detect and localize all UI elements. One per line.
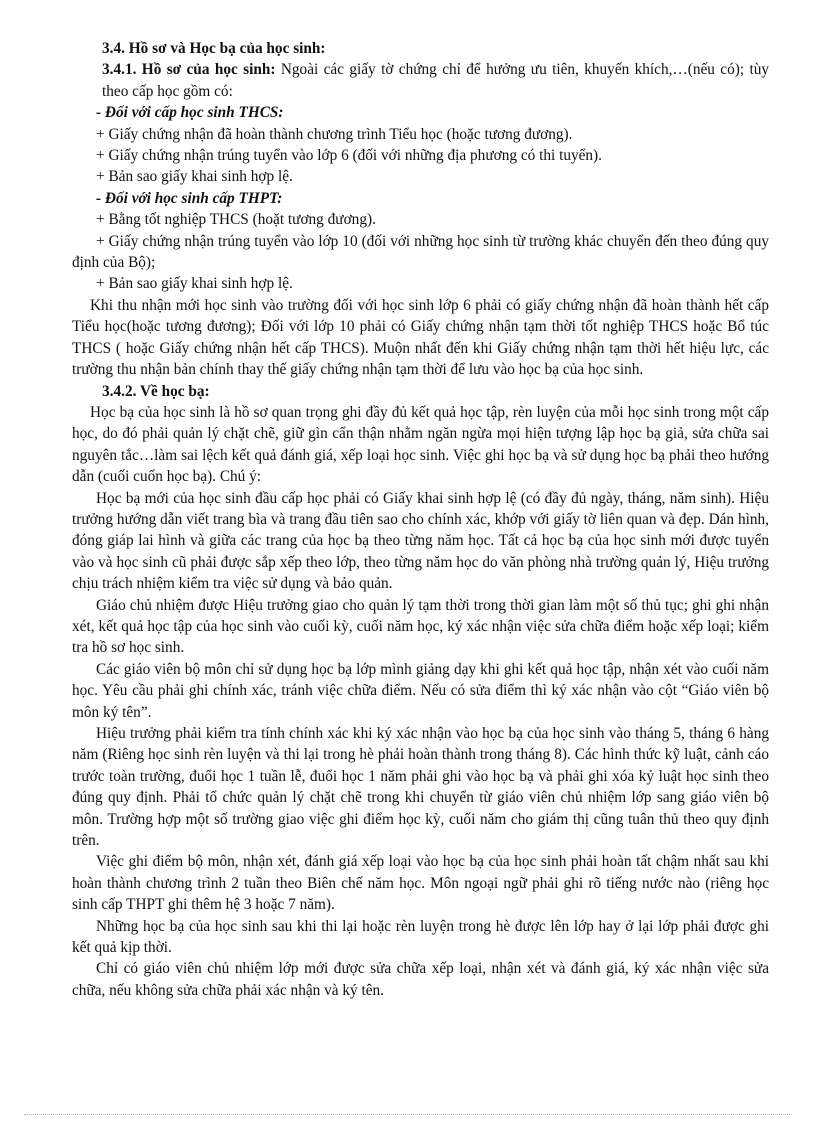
subsection-1-title: 3.4.1. Hồ sơ của học sinh:: [102, 61, 276, 79]
subsection-1-paragraph: [72, 59, 769, 102]
subsection-1-intro: Ngoài các giấy tờ chứng chỉ để hưởng ưu tiên, khuyến khích,…(nếu có); tùy theo cấp học gồm có:: [102, 61, 770, 100]
thpt-item: + Giấy chứng nhận trúng tuyển vào lớp 10 (đối với những học sinh từ trường khác chuyển đến theo đúng quy định của Bộ);: [72, 232, 769, 272]
thcs-item: + Bản sao giấy khai sinh hợp lệ.: [96, 168, 293, 186]
section-heading: 3.4. Hồ sơ và Học bạ của học sinh:: [102, 40, 326, 57]
body-paragraph: Chỉ có giáo viên chủ nhiệm lớp mới được sửa chữa xếp loại, nhận xét và đánh giá, ký xác nhận việc sửa chữa, nếu không sửa chữa phải xác nhận và ký tên.: [72, 960, 769, 999]
thcs-item: + Giấy chứng nhận trúng tuyển vào lớp 6 (đối với những địa phương có thi tuyển).: [96, 147, 602, 165]
thpt-label: - Đối với học sinh cấp THPT:: [96, 189, 283, 207]
thpt-item: + Bằng tốt nghiệp THCS (hoặt tương đương).: [96, 211, 376, 229]
thcs-item: + Giấy chứng nhận đã hoàn thành chương trình Tiểu học (hoặc tương đương).: [96, 125, 573, 143]
subsection-2-title: 3.4.2. Về học bạ:: [102, 382, 210, 400]
body-paragraph: Học bạ của học sinh là hồ sơ quan trọng ghi đầy đủ kết quả học tập, rèn luyện của mỗi học sinh trong một cấp học, do đó phải quản lý chặt chẽ, giữ gìn cẩn thận nhằm ngăn ngừa mọi hiện tượng lập học bạ giả, sửa chữa sai nguyên tắc…làm sai lệch kết quả đánh giá, xếp loại học sinh. Việc ghi học bạ và sử dụng học bạ phải theo hướng dẫn (cuối cuốn học bạ). Chú ý:: [72, 403, 769, 486]
body-paragraph: Việc ghi điểm bộ môn, nhận xét, đánh giá xếp loại vào học bạ của học sinh phải hoàn tất chậm nhất sau khi hoàn thành chương trình 2 tuần theo Biên chế năm học. Môn ngoại ngữ phải ghi rõ tiếng nước nào (riêng học sinh cấp THPT ghi thêm hệ 3 hoặc 7 năm).: [72, 853, 769, 914]
body-paragraph: Học bạ mới của học sinh đầu cấp học phải có Giấy khai sinh hợp lệ (có đầy đủ ngày, tháng, năm sinh). Hiệu trưởng hướng dẫn viết trang bìa và trang đầu tiên sao cho chính xác, khớp với giấy tờ liên quan và đẹp. Dán hình, đóng giáp lai hình và giữa các trang của học bạ theo từng năm học. Tất cả học bạ của học sinh mới được tuyển vào và học sinh cũ phải được sắp xếp theo lớp, theo từng năm học do văn phòng nhà trường quản lý, Hiệu trưởng chịu trách nhiệm kiểm tra việc sử dụng và bảo quản.: [72, 489, 769, 593]
page-bottom-border: [24, 1114, 792, 1115]
body-paragraph: Hiệu trưởng phải kiểm tra tính chính xác khi ký xác nhận vào học bạ của học sinh vào tháng 5, tháng 6 hàng năm (Riêng học sinh rèn luyện và thi lại trong hè phải hoàn thành trong tháng 8). Các hình thức kỹ luật, cảnh cáo trước toàn trường, đuổi học 1 tuần lễ, đuổi học 1 năm phải ghi vào học bạ và phải ghi xóa kỷ luật học sinh theo đúng quy định. Phải tổ chức quản lý chặt chẽ trong khi chuyển từ giáo viên chủ nhiệm lớp sang giáo viên bộ môn. Trường hợp một số trường giao việc ghi điểm học kỳ, cuối năm cho giám thị cũng tuân thủ theo quy định trên.: [72, 725, 769, 850]
body-paragraph: Giáo chủ nhiệm được Hiệu trưởng giao cho quản lý tạm thời trong thời gian làm một số thủ tục; ghi ghi nhận xét, kết quả học tập của học sinh vào cuối kỳ, cuối năm học, ký xác nhận việc sửa chữa điểm hoặc xếp loại; kiểm tra hồ sơ học sinh.: [72, 596, 769, 657]
thcs-label: - Đối với cấp học sinh THCS:: [96, 104, 284, 122]
body-paragraph: Các giáo viên bộ môn chỉ sử dụng học bạ lớp mình giảng dạy khi ghi kết quả học tập, nhận xét vào cuối năm học. Yêu cầu phải ghi chính xác, tránh việc chữa điểm. Nếu có sửa điểm thì ký xác nhận vào cột “Giáo viên bộ môn ký tên”.: [72, 660, 769, 721]
enrollment-paragraph: Khi thu nhận mới học sinh vào trường đối với học sinh lớp 6 phải có giấy chứng nhận đã hoàn thành hết cấp Tiểu học(hoặc tương đương); Đối với lớp 10 phải có Giấy chứng nhận tạm thời tốt nghiệp THCS hoặc Bổ túc THCS ( hoặc Giấy chứng nhận hết cấp THCS). Muộn nhất đến khi Giấy chứng nhận tạm thời hết hiệu lực, các trường thu nhận bản chính thay thế giấy chứng nhận tạm thời để lưu vào học bạ của học sinh.: [72, 296, 769, 379]
thpt-item: + Bản sao giấy khai sinh hợp lệ.: [96, 275, 293, 293]
body-paragraph: Những học bạ của học sinh sau khi thi lại hoặc rèn luyện trong hè được lên lớp hay ở lại lớp phải được ghi kết quả kịp thời.: [72, 917, 769, 957]
document-page: [72, 38, 769, 1001]
